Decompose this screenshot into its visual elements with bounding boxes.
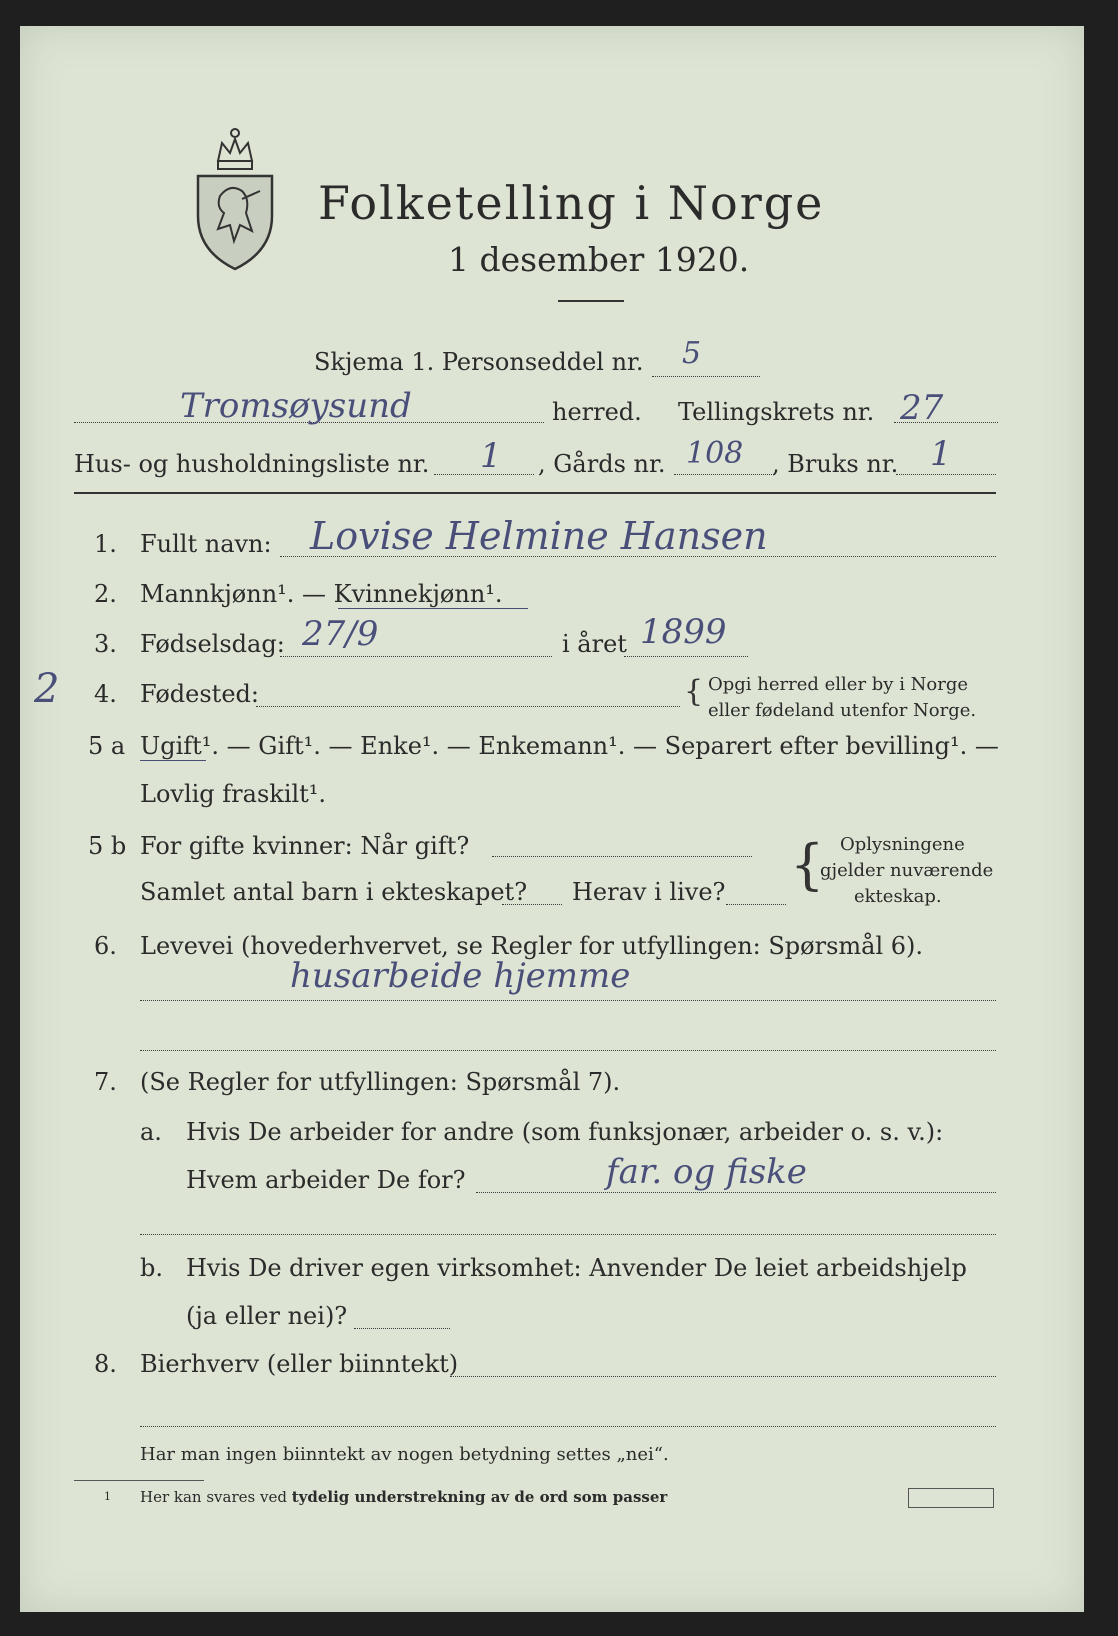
footnote-text (140, 1488, 667, 1506)
q4-line (256, 706, 680, 707)
tellingskrets-value: 27 (900, 388, 944, 428)
q4-label: Fødested: (140, 680, 259, 708)
footnote-plain: Her kan svares ved (140, 1488, 287, 1506)
q5b-married-label: For gifte kvinner: Når gift? (140, 832, 470, 860)
q7b-line1: Hvis De driver egen virksomhet: Anvender De leiet arbeidshjelp (186, 1254, 967, 1282)
q8-number: 8. (94, 1350, 117, 1378)
kvinnekjonn-underline (338, 608, 528, 609)
q5b-note-1: Oplysningene (840, 834, 965, 855)
q5a-options: Ugift¹. — Gift¹. — Enke¹. — Enkemann¹. — Separert efter bevilling¹. — (140, 732, 999, 760)
q5b-alive-label: Herav i live? (572, 878, 726, 906)
gards-value: 108 (686, 436, 744, 471)
title-divider (558, 300, 624, 302)
personseddel-line (652, 376, 760, 377)
q5b-note-2: gjelder nuværende (820, 860, 994, 881)
q3-label: Fødselsdag: (140, 630, 285, 658)
q2-number: 2. (94, 580, 117, 608)
birthplace-note-1: Opgi herred eller by i Norge (708, 674, 969, 695)
year-line (624, 656, 748, 657)
schema-label: Skjema 1. Personseddel nr. (314, 348, 644, 376)
q5b-alive-line (726, 904, 786, 905)
q1-label: Fullt navn: (140, 530, 272, 558)
census-form-sheet (20, 26, 1084, 1612)
header-separator (74, 492, 996, 494)
q5b-note-3: ekteskap. (854, 886, 942, 907)
q7a-letter: a. (140, 1118, 162, 1146)
year-label: i året (562, 630, 627, 658)
q6-line-1 (140, 1000, 996, 1001)
q7b-line2: (ja eller nei)? (186, 1302, 348, 1330)
q7a-line2: Hvem arbeider De for? (186, 1166, 466, 1194)
gards-label: , Gårds nr. (538, 450, 666, 478)
q6-number: 6. (94, 932, 117, 960)
q7a-line-2 (140, 1234, 996, 1235)
occupation-value: husarbeide hjemme (290, 956, 631, 996)
q2-label: Mannkjønn¹. — Kvinnekjønn¹. (140, 580, 503, 608)
q5b-children-line (502, 904, 562, 905)
q7-label: (Se Regler for utfyllingen: Spørsmål 7). (140, 1068, 621, 1096)
personseddel-value: 5 (682, 336, 702, 371)
herred-value: Tromsøysund (180, 386, 412, 426)
tellingskrets-label: Tellingskrets nr. (678, 398, 875, 426)
herred-label: herred. (552, 398, 642, 426)
biinntekt-note: Har man ingen biinntekt av nogen betydning settes „nei“. (140, 1444, 669, 1465)
q3-line (280, 656, 552, 657)
employer-value: far. og fiske (606, 1152, 807, 1192)
footnote-bold: tydelig understrekning av de ord som passer (291, 1488, 668, 1506)
ugift-underline (140, 760, 206, 761)
q8-label: Bierhverv (eller biinntekt) (140, 1350, 459, 1378)
birthday-value: 27/9 (302, 614, 379, 654)
husholdningsliste-value: 1 (480, 436, 502, 476)
q3-number: 3. (94, 630, 117, 658)
q7-number: 7. (94, 1068, 117, 1096)
bruks-label: , Bruks nr. (772, 450, 899, 478)
birthplace-brace: { (684, 674, 704, 709)
husholdningsliste-label: Hus- og husholdningsliste nr. (74, 450, 430, 478)
bruks-value: 1 (930, 434, 952, 474)
q8-line-2 (140, 1426, 996, 1427)
birthplace-note-2: eller fødeland utenfor Norge. (708, 700, 977, 721)
q7a-line1: Hvis De arbeider for andre (som funksjonær, arbeider o. s. v.): (186, 1118, 944, 1146)
q7b-line (354, 1328, 450, 1329)
footnote-mark: 1 (104, 1490, 111, 1503)
footnote-rule (74, 1480, 204, 1481)
gards-line (674, 474, 774, 475)
q4-number: 4. (94, 680, 117, 708)
q1-number: 1. (94, 530, 117, 558)
q6-line-2 (140, 1050, 996, 1051)
birth-year-value: 1899 (640, 612, 727, 652)
q5b-number: 5 b (88, 832, 127, 860)
q5b-married-line (492, 856, 752, 857)
q5b-brace: { (790, 833, 825, 896)
census-date: 1 desember 1920. (448, 240, 750, 279)
norway-coat-of-arms-icon (190, 121, 280, 271)
q8-line-1 (450, 1376, 996, 1377)
full-name-value: Lovise Helmine Hansen (310, 514, 768, 558)
q7b-letter: b. (140, 1254, 163, 1282)
form-title: Folketelling i Norge (318, 176, 825, 230)
margin-mark: 2 (34, 666, 60, 712)
bruks-line (896, 474, 996, 475)
printer-stamp (908, 1488, 994, 1508)
q5a-options-line2: Lovlig fraskilt¹. (140, 780, 327, 808)
q7a-line (476, 1192, 996, 1193)
q5b-children-label: Samlet antal barn i ekteskapet? (140, 878, 528, 906)
q6-label: Levevei (hovederhvervet, se Regler for utfyllingen: Spørsmål 6). (140, 932, 924, 960)
q5a-number: 5 a (88, 732, 126, 760)
